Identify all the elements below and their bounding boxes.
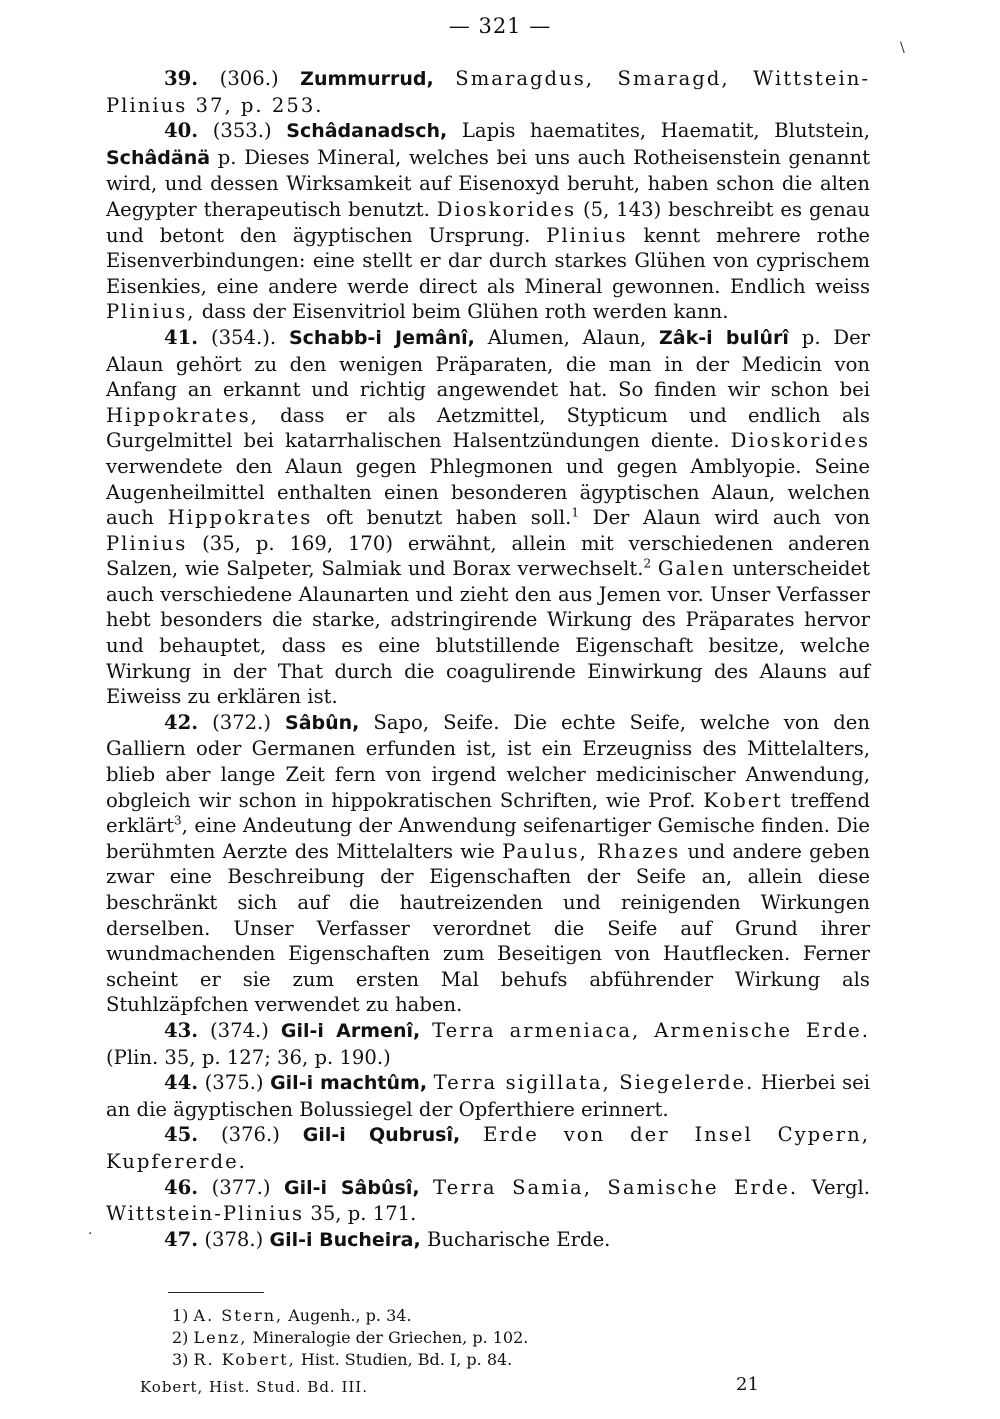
entry-text: unterscheidet auch verschiedene Alaunarten und zieht den aus Jemen vor. Unser Verfasser hebt besonders die starke, adstringirende Wirkung des Präparates hervor und behauptet, dass es eine blutstillende Eigenschaft besitze, welche Wirkung in der That durch die coagulirende Einwirkung des Alauns auf Eiweiss zu erklären ist. [106, 557, 870, 709]
footnote-author: A. Stern, [193, 1306, 284, 1325]
entry-reference: (306.) [219, 67, 279, 90]
spaced-name: Terra armeniaca, Armenische Erde. [432, 1018, 870, 1042]
entry-46 [106, 1175, 870, 1227]
entry-reference: (377.) [211, 1175, 271, 1199]
entry-42 [106, 710, 870, 1018]
spaced-name: Dioskorides [436, 197, 577, 221]
entry-number: 40. [164, 119, 199, 143]
entry-44 [106, 1070, 870, 1122]
entry-text: verwendete den Alaun gegen Phlegmonen und gegen Amblyopie. Seine Augenheilmittel enthalten einen besonderen ägyptischen Alaun, welchen auch [106, 454, 870, 530]
footnote-item [172, 1305, 772, 1327]
entry-keyword: Gil-i Qubrusî, [302, 1124, 461, 1147]
entry-text: (Plin. 35, p. 127; 36, p. 190.) [106, 1045, 391, 1069]
entry-number: 47. [164, 1227, 199, 1251]
spaced-name: Wittstein-Plinius [106, 1202, 305, 1226]
entry-reference: (376.) [220, 1123, 280, 1147]
entry-text: Der Alaun wird auch von [592, 506, 871, 530]
entry-43 [106, 1018, 870, 1070]
spaced-name: Plinius [106, 531, 188, 555]
entry-40 [106, 118, 870, 325]
main-text [106, 66, 870, 1253]
footer-sheet-number: 21 [736, 1374, 759, 1395]
entry-text: Smaragdus, Smaragd, Wittstein-Plinius 37, p. 253. [106, 67, 871, 117]
footnote-item [172, 1349, 772, 1371]
spaced-name: Terra Samia, Samische Erde. [433, 1175, 799, 1199]
entry-reference: (375.) [204, 1071, 264, 1095]
footnote-marker: 3 [174, 813, 182, 828]
entry-number: 42. [164, 710, 199, 734]
entry-keyword: Sâbûn, [285, 711, 360, 734]
entry-keyword: Gil-i machtûm, [270, 1072, 428, 1095]
entry-47 [106, 1227, 870, 1254]
spaced-name: Galen [657, 557, 726, 581]
entry-text: oft benutzt haben soll. [326, 506, 572, 530]
spaced-name: Paulus, Rhazes [502, 839, 681, 863]
entry-reference: (374.) [210, 1018, 269, 1042]
footnote-mark: 1) [172, 1306, 189, 1325]
page-number-header: — 321 — [448, 14, 552, 38]
entry-text: dass der Eisenvitriol beim Glühen roth werden kann. [201, 300, 729, 324]
entry-reference: (372.) [212, 710, 272, 734]
entry-keyword: Zâk-i bulûrî [659, 326, 789, 349]
entry-text: 35, p. 171. [310, 1202, 417, 1226]
entry-keyword: Schâdänä [106, 146, 211, 169]
spaced-name: Plinius, [106, 300, 196, 324]
entry-keyword: Schabb-i Jemânî, [288, 326, 475, 349]
entry-number: 39. [164, 67, 199, 90]
footnote-marker: 1 [571, 505, 579, 520]
entry-number: 45. [164, 1123, 199, 1147]
entry-41 [106, 325, 870, 710]
footnotes [172, 1305, 772, 1371]
footnote-divider [168, 1292, 264, 1293]
spaced-name: Hippokrates [167, 506, 313, 530]
entry-text: Sapo, Seife. Die echte Seife, welche von den Galliern oder Germanen erfunden ist, ist ein Erzeugniss des Mittelalters, blieb aber lange Zeit fern von irgend welcher medicinischer Anwendung, obgleich wir schon in hippokratischen Schriften, wie Prof. [106, 710, 871, 812]
entry-text: Vergl. [811, 1175, 870, 1199]
entry-text: Alumen, Alaun, [487, 325, 647, 349]
entry-reference: (354.). [210, 325, 277, 349]
footnote-text: Hist. Studien, Bd. I, p. 84. [300, 1350, 513, 1369]
entry-keyword: Gil-i Sâbûsî, [283, 1176, 420, 1199]
spaced-name: Kobert [703, 788, 783, 812]
entry-number: 46. [164, 1175, 199, 1199]
entry-keyword: Gil-i Bucheira, [269, 1228, 421, 1251]
spaced-name: Terra sigillata, Siegelerde. [433, 1071, 755, 1095]
entry-keyword: Zummurrud, [300, 68, 434, 90]
spaced-name: Hippokrates, [106, 403, 259, 427]
entry-text: p. Dieses Mineral, welches bei uns auch Rotheisenstein genannt wird, und dessen Wirksamkeit auf Eisenoxyd beruht, haben schon die alten Aegypter therapeutisch benutzt. [106, 145, 870, 221]
entry-45 [106, 1122, 870, 1174]
entry-text: (35, p. 169, 170) erwähnt, allein mit verschiedenen anderen Salzen, wie Salpeter, Salmiak und Borax verwechselt. [106, 531, 871, 581]
footnote-mark: 2) [172, 1328, 189, 1347]
spaced-name: Erde von der Insel Cypern, Kupfererde. [106, 1123, 870, 1173]
entry-number: 43. [164, 1018, 199, 1042]
entry-text: , eine Andeutung der Anwendung seifenartiger Gemische finden. Die berühmten Aerzte des Mittelalters wie [106, 814, 870, 863]
footnote-author: R. Kobert, [193, 1350, 296, 1369]
footnote-text: Augenh., p. 34. [288, 1306, 412, 1325]
entry-text: p. Der Alaun gehört zu den wenigen Präparaten, die man in der Medicin von Anfang an erkannt und richtig angewendet hat. So finden wir schon bei [106, 325, 871, 402]
entry-reference: (378.) [204, 1227, 264, 1251]
spaced-name: Plinius [546, 223, 628, 247]
entry-text: und andere geben zwar eine Beschreibung der Eigenschaften der Seife an, allein diese beschränkt sich auf die hautreizenden und reinigenden Wirkungen derselben. Unser Verfasser verordnet die Seife auf Grund ihrer wundmachenden Eigenschaften zum Beseitigen von Hautflecken. Ferner scheint er sie zum ersten Mal behufs abführender Wirkung als Stuhlzäpfchen verwendet zu haben. [106, 839, 870, 1017]
entry-text: Bucharische Erde. [426, 1227, 611, 1251]
margin-dot: · [88, 1226, 93, 1242]
footnote-text: Mineralogie der Griechen, p. 102. [252, 1328, 529, 1347]
footer-signature: Kobert, Hist. Stud. Bd. III. [140, 1378, 368, 1396]
entry-text: treffend erklärt [106, 788, 870, 838]
footnote-author: Lenz, [193, 1328, 248, 1347]
entry-number: 44. [164, 1071, 199, 1095]
entry-keyword: Gil-i Armenî, [280, 1019, 421, 1042]
entry-reference: (353.) [212, 119, 272, 143]
entry-text: dass er als Aetzmittel, Stypticum und endlich als Gurgelmittel bei katarrhalischen Halsentzündungen diente. [106, 403, 870, 453]
margin-mark: \ [900, 40, 905, 56]
entry-text: (5, 143) beschreibt es genau und betont den ägyptischen Ursprung. [106, 197, 871, 247]
spaced-name: Dioskorides [730, 429, 870, 453]
entry-text: kennt mehrere rothe Eisenverbindungen: eine stellt er dar durch starkes Glühen von cyprischem Eisenkies, eine andere werde direct als Mineral gewonnen. Endlich weiss [106, 223, 870, 298]
entry-text: Hierbei sei an die ägyptischen Bolussiegel der Opferthiere erinnert. [106, 1071, 871, 1121]
entry-number: 41. [164, 325, 199, 349]
footnote-item [172, 1327, 772, 1349]
entry-keyword: Schâdanadsch, [286, 120, 448, 143]
footnote-mark: 3) [172, 1350, 189, 1369]
entry-39 [106, 66, 870, 118]
footnote-marker: 2 [643, 556, 652, 571]
entry-text: Lapis haematites, Haematit, Blutstein, [461, 119, 870, 143]
